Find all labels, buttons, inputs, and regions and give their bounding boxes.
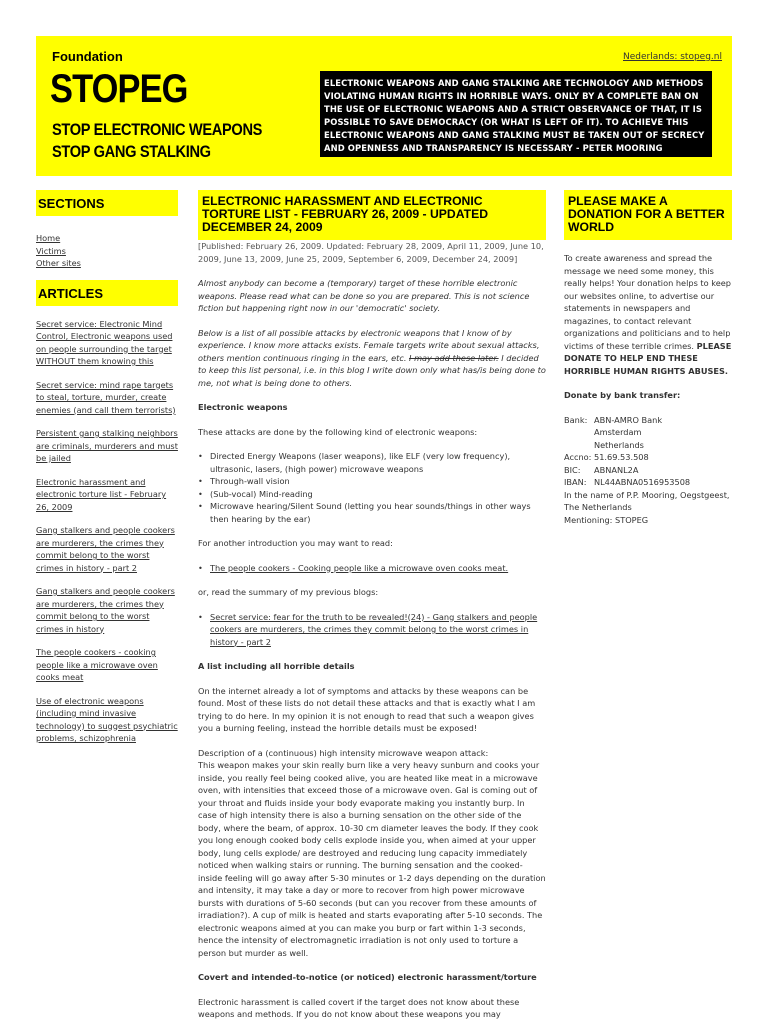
article-link[interactable]: Gang stalkers and people cookers are murderers, the crimes they commit belong to the worst crimes in history - part 2 (36, 525, 175, 573)
bank-value: 51.69.53.508 (594, 452, 649, 462)
intro-paragraph: Almost anybody can become a (temporary) target of these horrible electronic weapons. Please read what can be done so you are prepared. This is not science fiction but happening right now in our 'democratic' society. (198, 278, 530, 313)
article-item (36, 646, 178, 684)
article-link[interactable]: Use of electronic weapons (including mind invasive technology) to suggest psychiatric problems, schizophrenia (36, 695, 178, 743)
bank-key: Bank: (564, 414, 588, 425)
list-item: • Through-wall vision (208, 475, 546, 488)
left-sidebar (36, 190, 178, 756)
article-item (36, 318, 178, 368)
article-item (36, 476, 178, 514)
secret-service-link[interactable]: Secret service: fear for the truth to be revealed!(24) - Gang stalkers and people cookers are murderers, the crimes they commit belong to the worst crimes in history - part 2 (210, 611, 538, 647)
list-item: • (Sub-vocal) Mind-reading (208, 488, 546, 501)
list-item: • Microwave hearing/Silent Sound (letting you hear sounds/things in other ways then hearing by the ear) (208, 500, 546, 525)
main-content (198, 190, 546, 1033)
bank-key (564, 439, 594, 452)
sections-heading: SECTIONS (36, 190, 178, 216)
article-item (36, 427, 178, 465)
article-item (36, 585, 178, 635)
list-intro-text: Below is a list of all possible attacks by electronic weapons that I know of by experience. I know more attacks exists. Female targets write about sexual attacks, others mention continuous ringing in the ears, etc. (198, 327, 540, 363)
article-item (36, 524, 178, 574)
section-item (36, 245, 178, 258)
summary-link-list (198, 611, 546, 649)
bank-row (564, 464, 732, 477)
tagline-line-1: STOP ELECTRONIC WEAPONS (52, 120, 263, 139)
bank-row (564, 451, 732, 464)
list-item (208, 611, 546, 649)
mission-statement: ELECTRONIC WEAPONS AND GANG STALKING ARE TECHNOLOGY AND METHODS VIOLATING HUMAN RIGHTS IN HORRIBLE WAYS. ONLY BY A COMPLETE BAN ON THE USE OF ELECTRONIC WEAPONS AND A STRICT OBSERVANCE OF THAT, IT IS POSSIBLE TO SAVE DEMOCRACY (OR WHAT IS LEFT OF IT). TO ACHIEVE THIS ELECTRONIC WEAPONS AND GANG STALKING MUST BE TAKEN OUT OF SECRECY AND OPENNESS AND TRANSPARENCY IS NECESSARY - PETER MOORING (320, 71, 712, 157)
donation-sidebar (564, 190, 732, 526)
section-link-other-sites[interactable]: Other sites (36, 258, 81, 268)
article-link[interactable]: Gang stalkers and people cookers are murderers, the crimes they commit belong to the worst crimes in history (36, 586, 175, 634)
list-intro-text-2: I decided to keep this list personal, i.e. in this blog I write down only what has/is being done to me, not what is being done to others. (198, 352, 546, 388)
account-name-line: In the name of P.P. Mooring, Oegstgeest, The Netherlands (564, 489, 730, 512)
dutch-site-link[interactable]: Nederlands: stopeg.nl (623, 52, 722, 62)
bank-value: Netherlands (594, 439, 644, 450)
article-link[interactable]: Secret service: Electronic Mind Control, Electronic weapons used on people surrounding the target WITHOUT them knowing this (36, 318, 173, 366)
section-link-victims[interactable]: Victims (36, 245, 66, 256)
article-link[interactable]: Secret service: mind rape targets to steal, torture, murder, create enemies (and call them terrorists) (36, 379, 176, 415)
bank-value: ABN-AMRO Bank (594, 414, 663, 425)
covert-heading: Covert and intended-to-notice (or noticed) electronic harassment/torture (198, 972, 537, 982)
section-item (36, 232, 178, 245)
bank-value: Amsterdam (594, 427, 642, 437)
bank-value: ABNANL2A (594, 464, 639, 475)
article-title: ELECTRONIC HARASSMENT AND ELECTRONIC TORTURE LIST - FEBRUARY 26, 2009 - UPDATED DECEMBER 24, 2009 (198, 190, 546, 240)
article-item (36, 695, 178, 745)
list-heading: A list including all horrible details (198, 661, 355, 671)
bank-key (564, 426, 594, 439)
covert-paragraph: Electronic harassment is called covert if the target does not know about these weapons and methods. If you do not know about these weapons you may (198, 996, 520, 1019)
bank-row (564, 414, 732, 427)
tagline-line-2: STOP GANG STALKING (52, 142, 211, 161)
list-item: • Directed Energy Weapons (laser weapons), like ELF (very low frequency), ultrasonic, lasers, (high power) microwave weapons (208, 450, 546, 475)
description-text: This weapon makes your skin really burn like a very heavy sunburn and cooks your inside, you really feel being cooked alive, you are heated like meat in a microwave oven, with intensities that exceed those of a microwave oven. Gal is coming out of your throat and fluids inside your body evaporate making you instantly burp. In case of high intensity there is also a burning sensation on the other side of the body, where the beam, of approx. 10-30 cm diameter leaves the body. If they cook you long enough cooked body cells explode inside you, when aimed at your upper body, lung cells explode/ are destroyed and reducing lung capacity immediately noticed when walking stairs or running. The burning sensation and the cooked-inside feeling will go away after 5-30 minutes or 1-2 days depending on the duration and intensity, it may take a day or more to recover from high power microwave bursts with durations of 5-60 seconds (but can you recover from these amounts of irradiation?). A cup of milk is heated and starts evaporating after 5-10 seconds. The electronic weapons aimed at you can make you burp or fart within 1-3 seconds, hence the intensity of electromagnetic irradiation is not only used to torture a person but murder as well. (198, 760, 546, 958)
mention-line: Mentioning: STOPEG (564, 514, 649, 525)
article-link[interactable]: Electronic harassment and electronic torture list - February 26, 2009 (36, 476, 167, 512)
section-link-home[interactable]: Home (36, 233, 61, 243)
foundation-label: Foundation (52, 49, 123, 64)
weapons-list (198, 450, 546, 525)
another-intro-text: For another introduction you may want to read: (198, 538, 393, 548)
struck-text: I may add these later. (409, 352, 499, 363)
donation-intro-bold: PLEASE DONATE TO HELP END THESE HORRIBLE HUMAN RIGHTS ABUSES. (564, 340, 732, 376)
bank-row (564, 476, 732, 489)
bank-row (564, 439, 732, 452)
donation-intro (564, 252, 732, 377)
bank-key: IBAN: (564, 477, 587, 487)
bank-value: NL44ABNA0516953508 (594, 477, 691, 487)
description-title: Description of a (continuous) high intensity microwave weapon attack: (198, 747, 489, 758)
donation-heading: PLEASE MAKE A DONATION FOR A BETTER WORLD (564, 190, 732, 240)
bank-key: BIC: (564, 464, 581, 475)
donation-intro-text: To create awareness and spread the message we need some money, this really helps! Your donation helps to keep our websites online, to advertise our statements in newspapers and magazines, to contact relevant organizations and politicians and to help victims of these terrible crimes. (564, 253, 731, 351)
publish-dates: [Published: February 26, 2009. Updated: February 28, 2009, April 11, 2009, June 10, 2009, June 13, 2009, June 25, 2009, September 6, 2009, December 24, 2009] (198, 241, 544, 264)
bank-row (564, 426, 732, 439)
site-header (36, 36, 732, 176)
electronic-weapons-text: These attacks are done by the following kind of electronic weapons: (198, 426, 478, 437)
page (36, 36, 732, 1019)
bank-transfer-title: Donate by bank transfer: (564, 390, 681, 400)
articles-list (36, 318, 178, 745)
intro-link-list (198, 562, 546, 575)
article-item (36, 379, 178, 417)
or-read-text: or, read the summary of my previous blogs: (198, 587, 379, 597)
list-item (208, 562, 546, 575)
section-item (36, 257, 178, 270)
site-title[interactable]: STOPEG (50, 67, 188, 111)
people-cookers-link[interactable]: The people cookers - Cooking people like a microwave oven cooks meat. (210, 562, 509, 573)
article-link[interactable]: The people cookers - cooking people like a microwave oven cooks meat (36, 647, 158, 682)
bank-details (564, 414, 732, 527)
bank-key: Accno: (564, 452, 592, 462)
article-link[interactable]: Persistent gang stalking neighbors are criminals, murderers and must be jailed (36, 428, 178, 463)
electronic-weapons-heading: Electronic weapons (198, 402, 288, 412)
description-paragraph (198, 747, 546, 960)
list-paragraph: On the internet already a lot of symptoms and attacks by these weapons can be found. Most of these lists do not detail these attacks and that is exactly what I am trying to do here. In my opinion it is not enough to read that such a weapon gives you a burning feeling, instead the horrible details must be exposed! (198, 685, 536, 733)
list-intro-paragraph (198, 327, 546, 390)
sections-list (36, 232, 178, 270)
articles-heading: ARTICLES (36, 280, 178, 306)
